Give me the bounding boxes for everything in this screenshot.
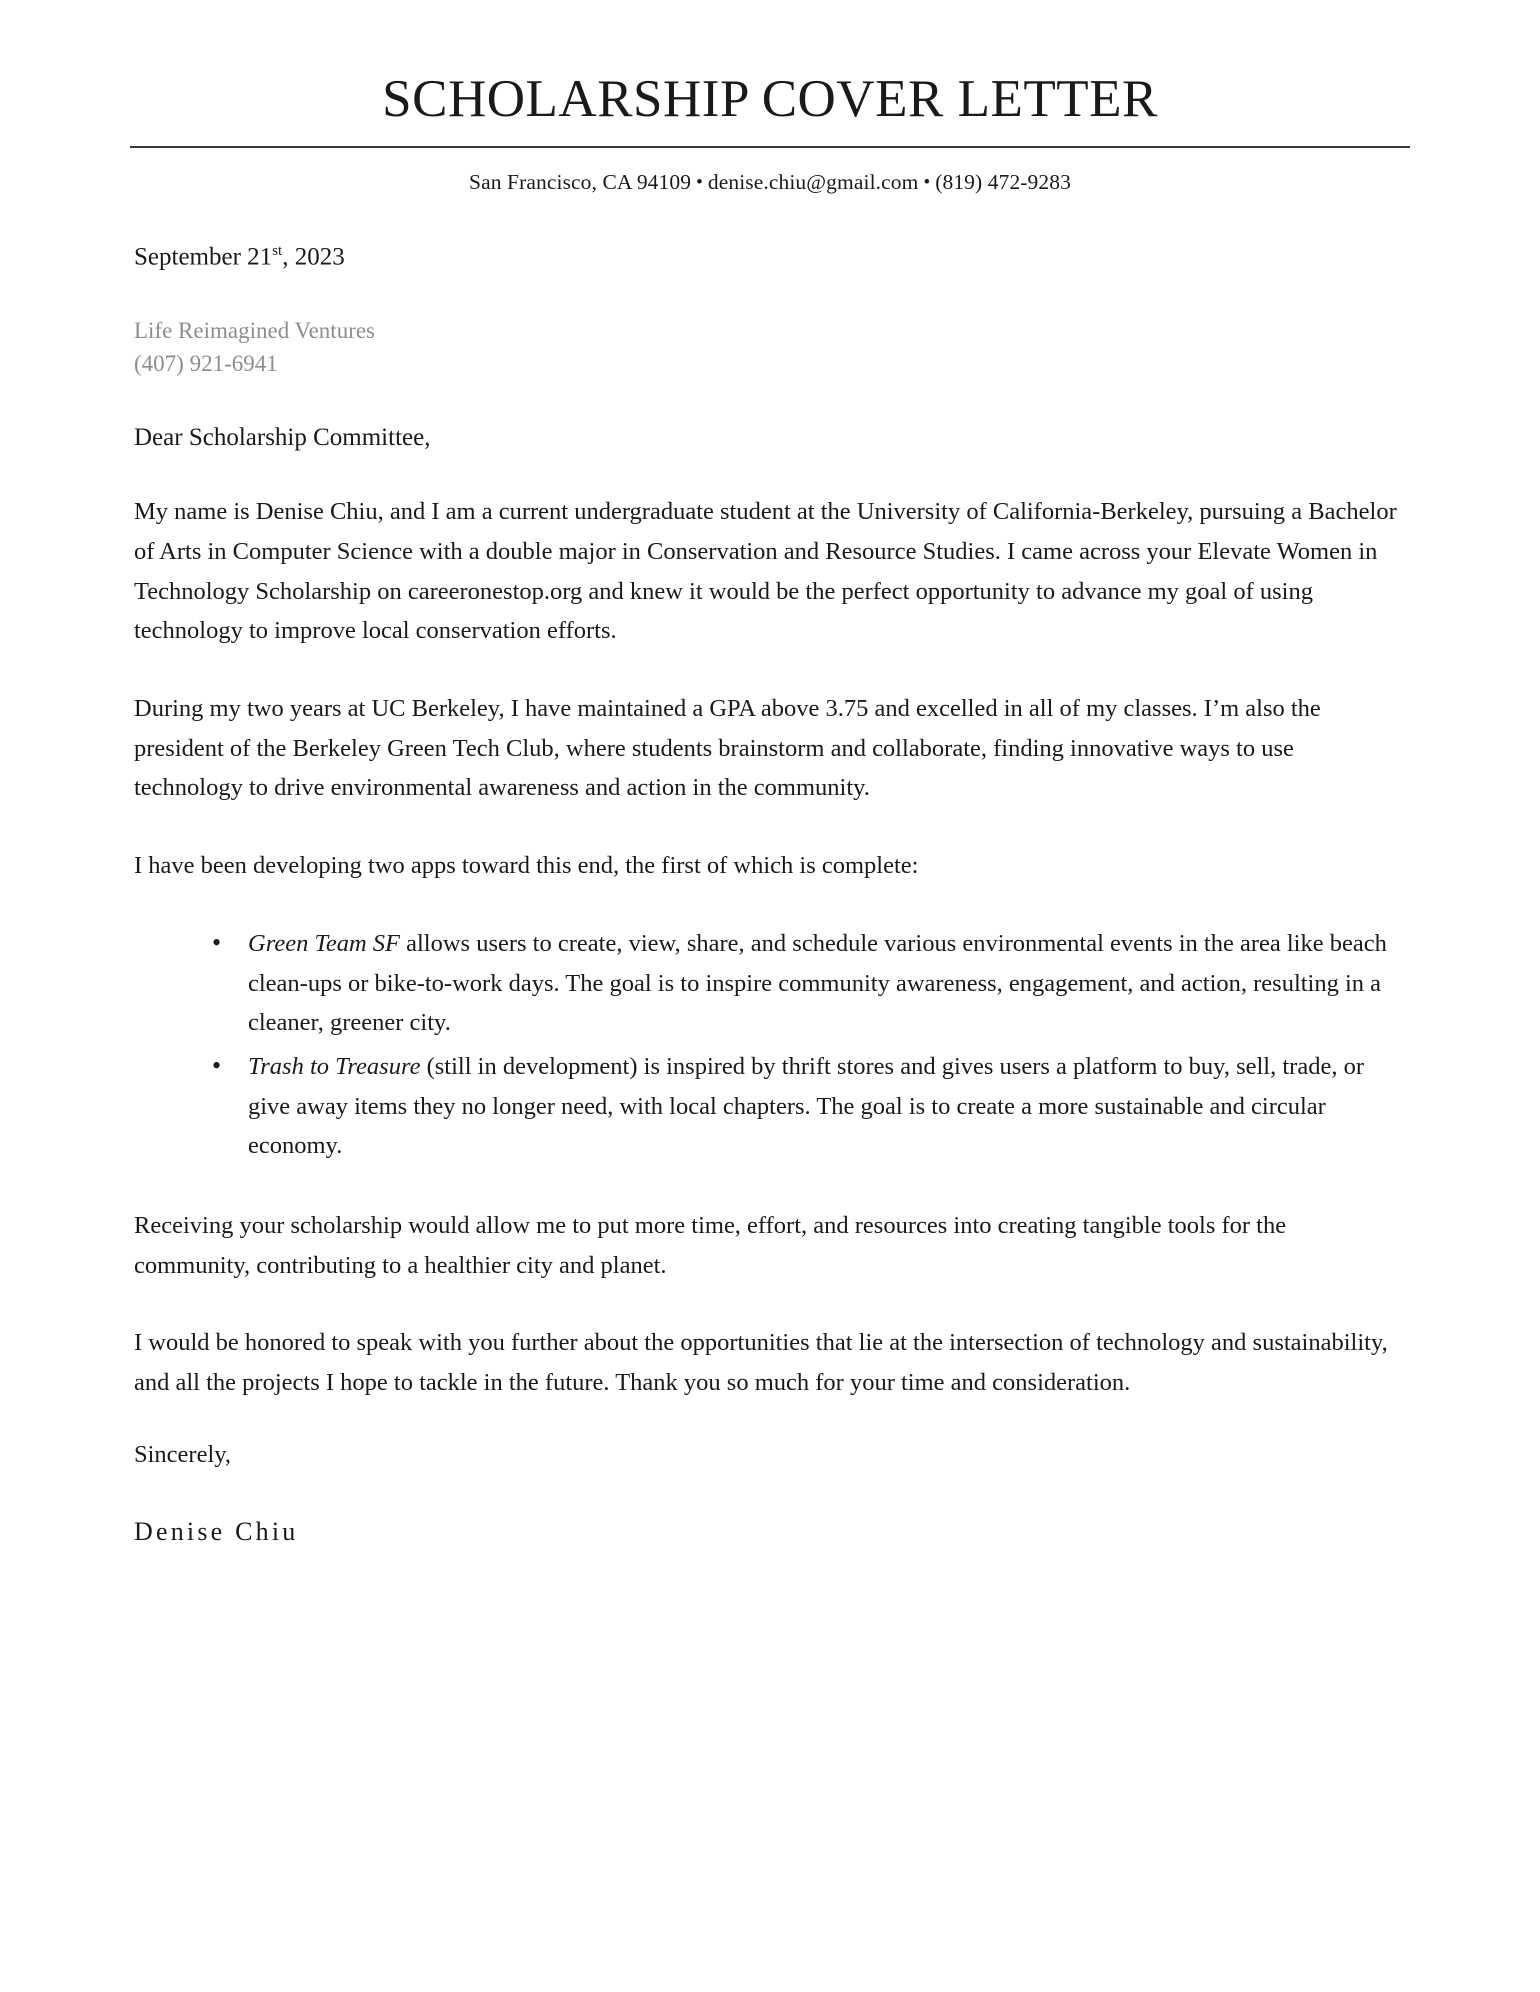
- contact-location: San Francisco, CA 94109: [469, 170, 692, 195]
- contact-line: [110, 170, 1430, 195]
- date-ordinal: st: [272, 243, 283, 260]
- recipient-block: [134, 314, 1406, 381]
- body-paragraph-2: During my two years at UC Berkeley, I have maintained a GPA above 3.75 and excelled in all of my classes. I’m also the president of the Berkeley Green Tech Club, where students brainstorm and collaborate, finding innovative ways to use technology to drive environmental awareness and action in the community.: [134, 695, 1321, 802]
- closing-paragraph-2: I would be honored to speak with you further about the opportunities that lie at the intersection of technology and sustainability, and all the projects I hope to tackle in the future. Thank you so much for your time and consideration.: [134, 1329, 1388, 1396]
- list-item: [212, 1047, 1406, 1166]
- contact-phone: (819) 472-9283: [935, 170, 1071, 195]
- sign-off: Sincerely,: [134, 1440, 232, 1468]
- letter-body: [110, 243, 1430, 1546]
- app-description: (still in development) is inspired by thrift stores and gives users a platform to buy, sell, trade, or give away items they no longer need, with local chapters. The goal is to create a more sustainable and circular economy.: [248, 1052, 1364, 1160]
- body-paragraph-1: My name is Denise Chiu, and I am a current undergraduate student at the University of California-Berkeley, pursuing a Bachelor of Arts in Computer Science with a double major in Conservation and Resource Studies. I came across your Elevate Women in Technology Scholarship on careeronestop.org and knew it would be the perfect opportunity to advance my goal of using technology to improve local conservation efforts.: [134, 498, 1397, 645]
- page-title: SCHOLARSHIP COVER LETTER: [382, 70, 1158, 128]
- closing-paragraph-1: Receiving your scholarship would allow me to put more time, effort, and resources into creating tangible tools for the community, contributing to a healthier city and planet.: [134, 1211, 1287, 1279]
- signature: Denise Chiu: [134, 1516, 299, 1546]
- app-description: allows users to create, view, share, and schedule various environmental events in the area like beach clean-ups or bike-to-work days. The goal is to inspire community awareness, engagement, and action, resulting in a cleaner, greener city.: [248, 929, 1387, 1037]
- app-name: Green Team SF: [248, 929, 400, 957]
- contact-separator-2: •: [923, 172, 931, 194]
- recipient-phone: (407) 921-6941: [134, 350, 278, 376]
- date-prefix: September 21: [134, 243, 273, 271]
- app-list: [134, 924, 1406, 1166]
- app-name: Trash to Treasure: [248, 1052, 421, 1080]
- contact-email[interactable]: denise.chiu@gmail.com: [707, 170, 919, 195]
- contact-separator-1: •: [696, 172, 703, 194]
- list-item: [212, 924, 1406, 1043]
- letter-date: [134, 243, 1406, 271]
- recipient-organization: Life Reimagined Ventures: [134, 317, 376, 343]
- title-divider: [130, 146, 1410, 148]
- body-paragraph-3: I have been developing two apps toward this end, the first of which is complete:: [134, 852, 919, 880]
- salutation: Dear Scholarship Committee,: [134, 424, 431, 452]
- date-suffix: , 2023: [282, 243, 345, 271]
